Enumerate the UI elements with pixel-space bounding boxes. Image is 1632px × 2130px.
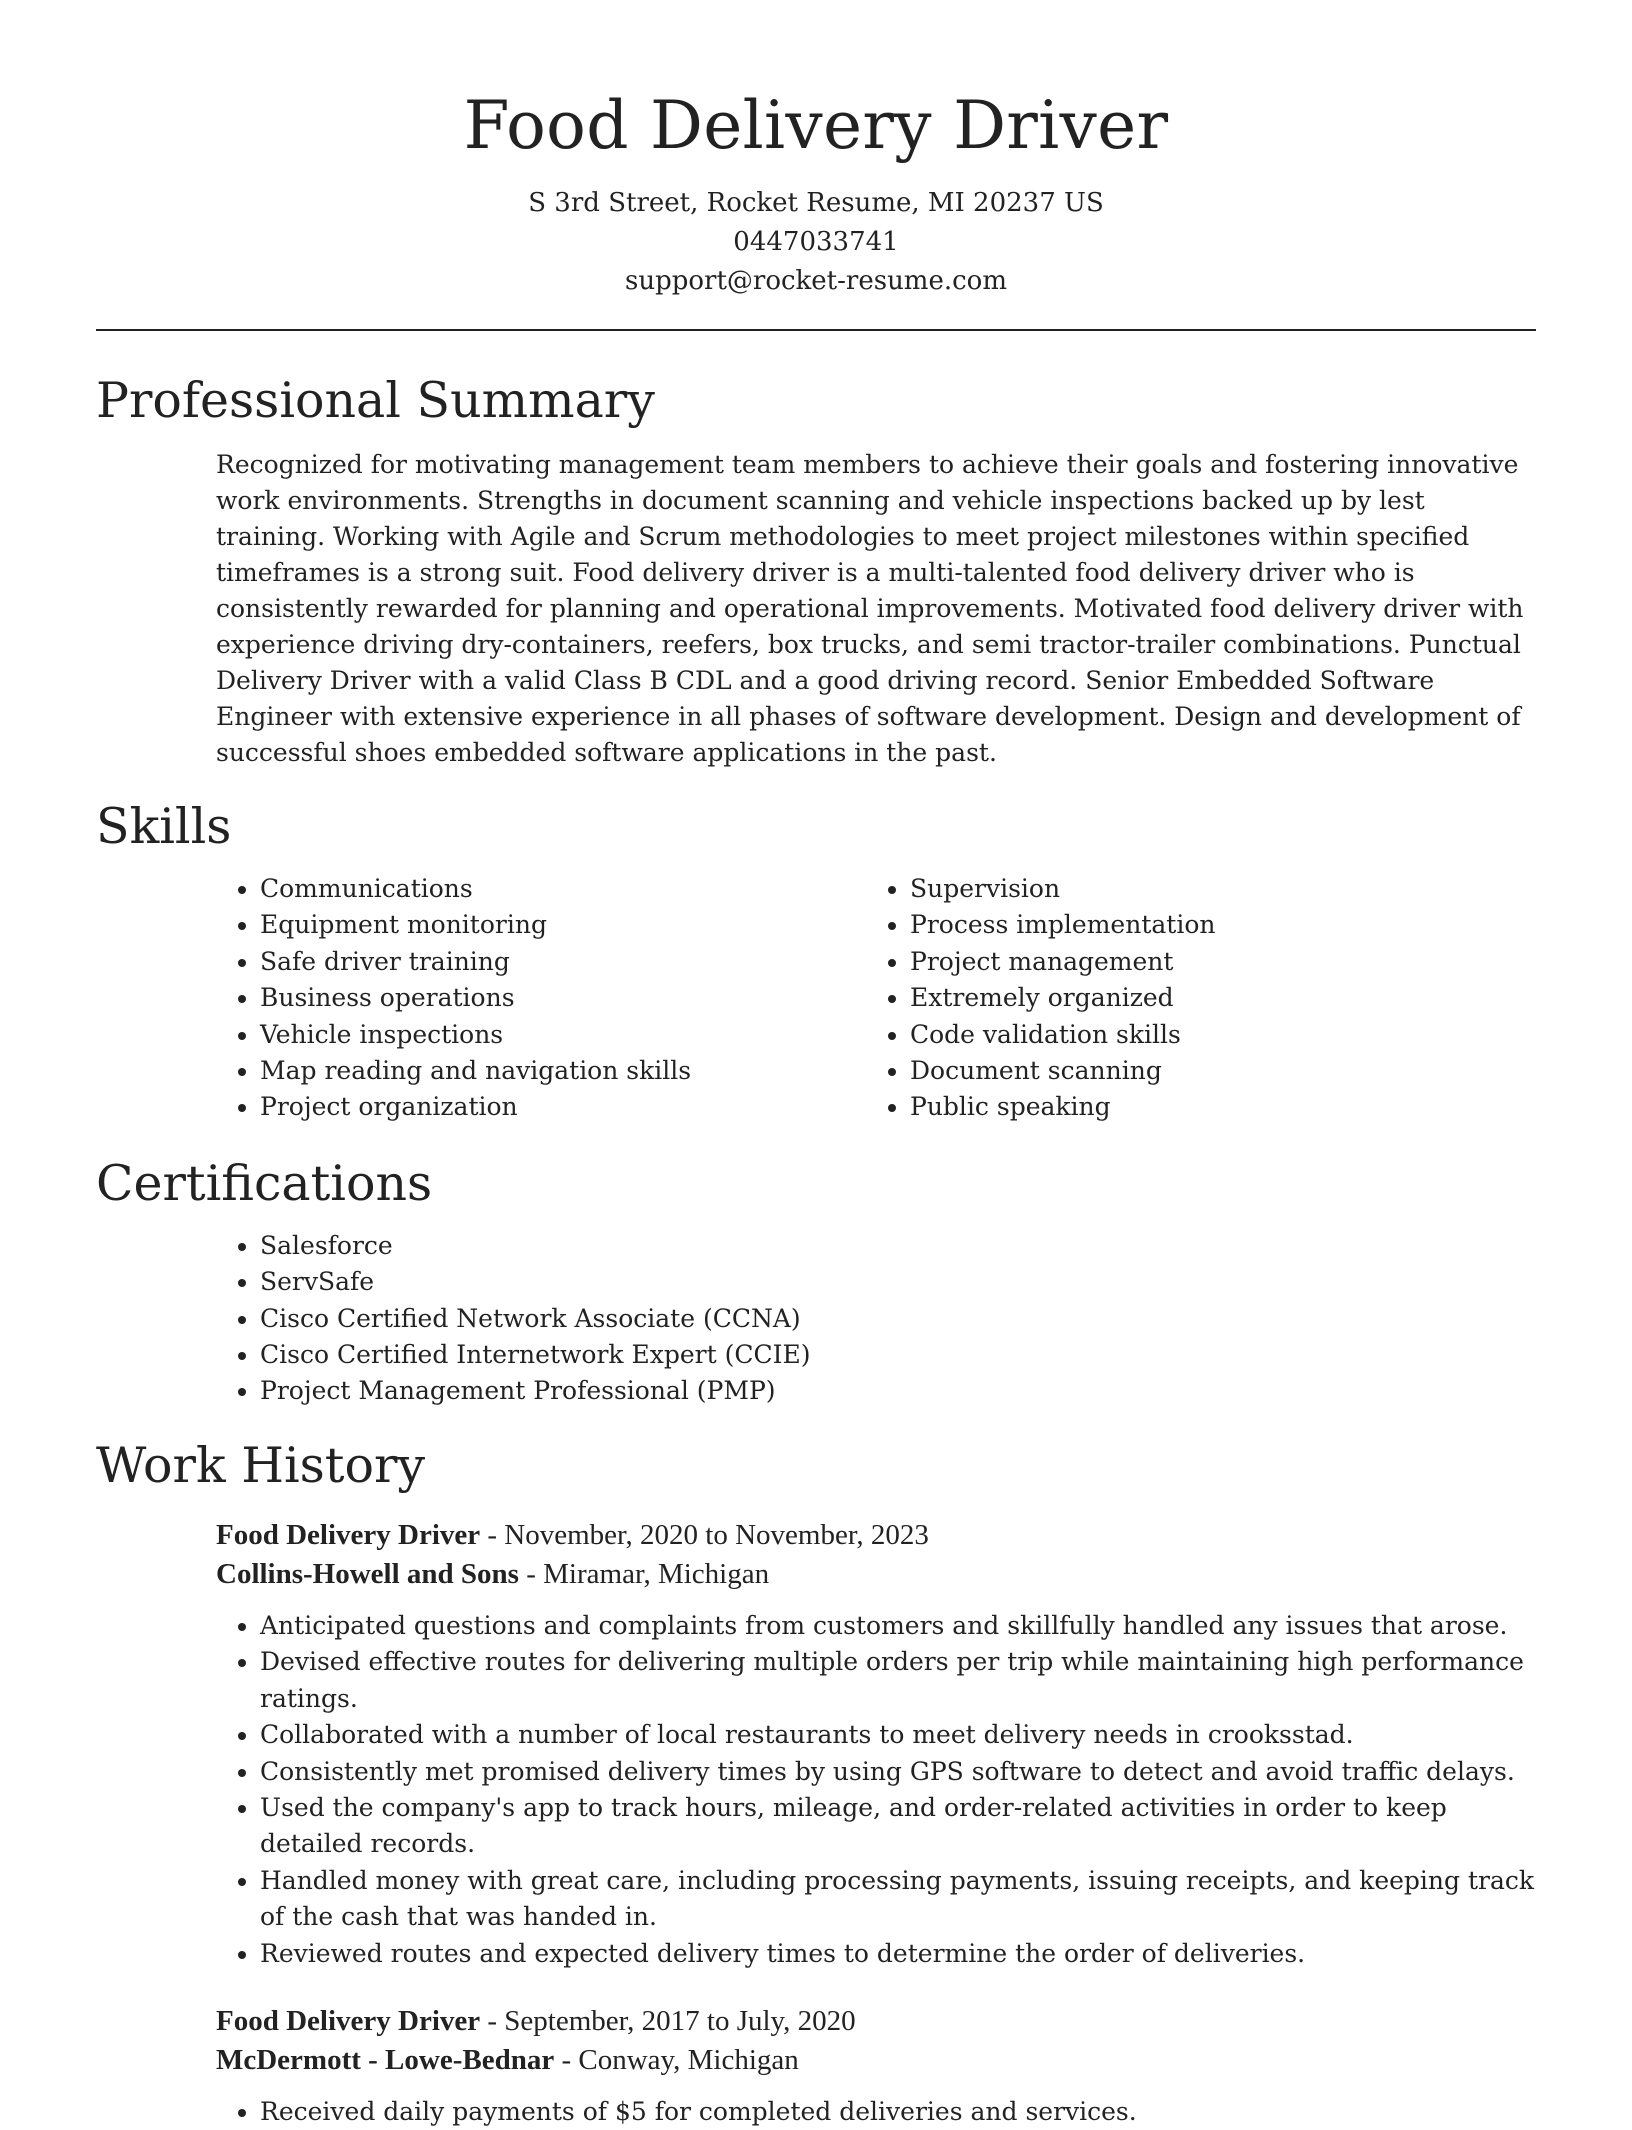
- header-divider: [96, 329, 1536, 331]
- work-history-heading: Work History: [96, 1436, 426, 1494]
- job-location: - Conway, Michigan: [554, 2043, 799, 2076]
- job-role: Food Delivery Driver: [216, 2004, 481, 2037]
- skills-column-left: [216, 871, 866, 1126]
- skill-item: • Project management: [910, 944, 1516, 980]
- job-role: Food Delivery Driver: [216, 1518, 481, 1551]
- address-line: S 3rd Street, Rocket Resume, MI 20237 US: [528, 188, 1104, 218]
- skill-item: • Map reading and navigation skills: [260, 1053, 866, 1089]
- certification-item: • Salesforce: [260, 1228, 1536, 1264]
- skill-item: • Code validation skills: [910, 1017, 1516, 1053]
- job-company: McDermott - Lowe-Bednar: [216, 2043, 555, 2076]
- job-dates: - November, 2020 to November, 2023: [480, 1518, 929, 1551]
- duty-item: • Used the company's app to track hours, mileage, and order-related activities in order to keep detailed records.: [260, 1790, 1546, 1863]
- summary-heading: Professional Summary: [96, 372, 655, 429]
- job-duties: [216, 1608, 1546, 1972]
- certifications-heading: Certifications: [96, 1154, 433, 1212]
- skills-heading: Skills: [96, 798, 232, 855]
- certifications-list: [216, 1228, 1536, 1410]
- applicant-name: Food Delivery Driver: [463, 87, 1169, 164]
- skill-item: • Equipment monitoring: [260, 907, 866, 943]
- job-entry: [216, 1516, 1536, 1972]
- duty-item: • Anticipated questions and complaints from customers and skillfully handled any issues that arose.: [260, 1608, 1546, 1644]
- duty-item: • Collaborated with a number of local restaurants to meet delivery needs in crooksstad.: [260, 1717, 1546, 1753]
- skill-item: • Communications: [260, 871, 866, 907]
- duty-item: • Consistently met promised delivery times by using GPS software to detect and avoid traffic delays.: [260, 1754, 1546, 1790]
- certification-item: • ServSafe: [260, 1264, 1536, 1300]
- job-company-line: [216, 1555, 1536, 1594]
- skill-item: • Supervision: [910, 871, 1516, 907]
- certification-item: • Cisco Certified Internetwork Expert (CCIE): [260, 1337, 1536, 1373]
- duty-item: • Reviewed routes and expected delivery times to determine the order of deliveries.: [260, 1936, 1546, 1972]
- skills-list: [216, 871, 1536, 1126]
- certification-item: • Project Management Professional (PMP): [260, 1373, 1536, 1409]
- skill-item: • Business operations: [260, 980, 866, 1016]
- email-line: support@rocket-resume.com: [624, 266, 1007, 296]
- summary-text: Recognized for motivating management team members to achieve their goals and fostering innovative work environments. Strengths in document scanning and vehicle inspections backed up by lest training. Working with Agile and Scrum methodologies to meet project milestones within specified timeframes is a strong suit. Food delivery driver is a multi-talented food delivery driver who is consistently rewarded for planning and operational improvements. Motivated food delivery driver with experience driving dry-containers, reefers, box trucks, and semi tractor-trailer combinations. Punctual Delivery Driver with a valid Class B CDL and a good driving record. Senior Embedded Software Engineer with extensive experience in all phases of software development. Design and development of successful shoes embedded software applications in the past.: [216, 450, 1524, 767]
- skill-item: • Document scanning: [910, 1053, 1516, 1089]
- skill-item: • Extremely organized: [910, 980, 1516, 1016]
- phone-line: 0447033741: [733, 227, 899, 257]
- job-company-line: [216, 2041, 1536, 2080]
- job-title-line: [216, 2002, 1536, 2041]
- job-company: Collins-Howell and Sons: [216, 1557, 519, 1590]
- skill-item: • Project organization: [260, 1089, 866, 1125]
- job-location: - Miramar, Michigan: [518, 1557, 770, 1590]
- contact-block: [96, 184, 1536, 301]
- resume-page: [96, 0, 1536, 2130]
- job-entry: [216, 2002, 1536, 2130]
- duty-item: • Received daily payments of $5 for completed deliveries and services.: [260, 2094, 1546, 2130]
- skill-item: • Process implementation: [910, 907, 1516, 943]
- skill-item: • Vehicle inspections: [260, 1017, 866, 1053]
- duty-item: • Handled money with great care, including processing payments, issuing receipts, and keeping track of the cash that was handed in.: [260, 1863, 1546, 1936]
- duty-item: • Devised effective routes for delivering multiple orders per trip while maintaining high performance ratings.: [260, 1644, 1546, 1717]
- skill-item: • Public speaking: [910, 1089, 1516, 1125]
- resume-header: [96, 0, 1536, 301]
- skills-column-right: [866, 871, 1516, 1126]
- job-dates: - September, 2017 to July, 2020: [480, 2004, 856, 2037]
- skill-item: • Safe driver training: [260, 944, 866, 980]
- job-title-line: [216, 1516, 1536, 1555]
- certification-item: • Cisco Certified Network Associate (CCNA): [260, 1301, 1536, 1337]
